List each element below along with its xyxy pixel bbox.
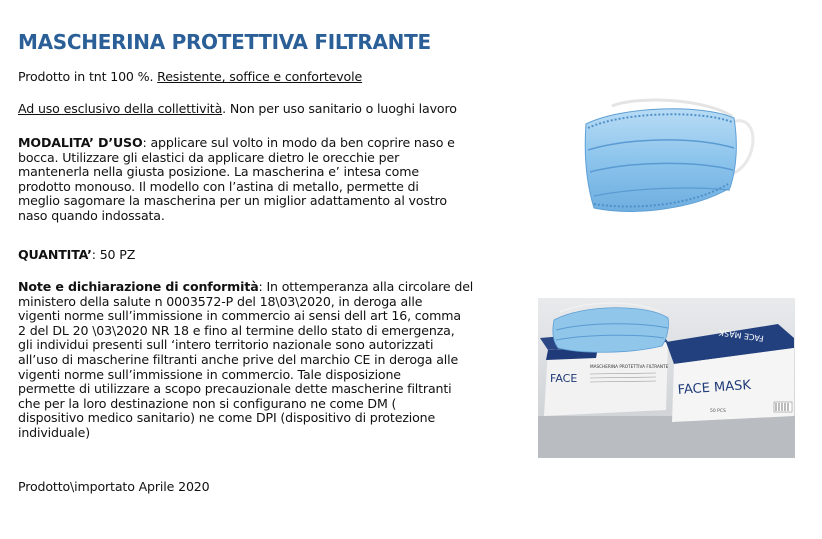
- mask-body: [585, 109, 736, 212]
- conformity-line: che per la loro destinazione non si configurano ne come DM (: [18, 395, 397, 411]
- conformity-line: dispositivo medico sanitario) ne come DPI (dispositivo di protezione: [18, 410, 436, 426]
- conformity-line: vigenti norme sull’immissione in commercio ai sensi dell art 16, comma: [18, 308, 461, 324]
- usage-line: meglio sagomare la mascherina per un miglior adattamento al vostro: [18, 193, 447, 209]
- conformity-line: ministero della salute n 0003572-P del 18\03\2020, in deroga alle: [18, 293, 423, 309]
- conformity-notes: [18, 280, 523, 441]
- box-right-top-label: FACE MASK: [718, 327, 765, 343]
- product-description: [18, 70, 362, 85]
- mask-boxes-photo: [538, 298, 795, 458]
- usage-line: mantenerla nella giusta posizione. La mascherina e’ intesa come: [18, 164, 419, 180]
- box-right-pcs: 50 PCS: [710, 409, 726, 414]
- conformity-line: all’uso di mascherine filtranti anche prive del marchio CE in deroga alle: [18, 351, 459, 367]
- conformity-line: vigenti norme sull’immissione in commercio. Tale disposizione: [18, 366, 401, 382]
- box-left-label: FACE: [550, 372, 578, 385]
- conformity-line: individuale): [18, 424, 90, 440]
- page-title: MASCHERINA PROTETTIVA FILTRANTE: [18, 30, 431, 54]
- box-left-header: MASCHERINA PROTETTIVA FILTRANTE: [590, 364, 669, 369]
- usage-exclusive: Ad uso esclusivo della collettività: [18, 101, 223, 116]
- usage-line: prodotto monouso. Il modello con l’astina di metallo, permette di: [18, 178, 419, 194]
- conformity-label: Note e dichiarazione di conformità: [18, 279, 259, 294]
- conformity-line: : In ottemperanza alla circolare del: [258, 279, 474, 294]
- quantity: [18, 248, 135, 263]
- usage-line: naso quando indossata.: [18, 207, 165, 223]
- conformity-line: gli individui presenti sull ‘intero territorio nazionale sono autorizzati: [18, 337, 434, 353]
- quantity-label: QUANTITA’: [18, 247, 92, 262]
- box-right-label: FACE MASK: [677, 377, 752, 398]
- usage-label: MODALITA’ D’USO: [18, 135, 143, 150]
- usage-line: bocca. Utilizzare gli elastici da applicare dietro le orecchie per: [18, 149, 400, 165]
- usage-line: : applicare sul volto in modo da ben coprire naso e: [142, 135, 455, 150]
- conformity-line: 2 del DL 20 \03\2020 NR 18 e fino al termine dello stato di emergenza,: [18, 322, 455, 338]
- product-prefix: Prodotto in tnt 100 %.: [18, 69, 158, 84]
- usage-rest: . Non per uso sanitario o luoghi lavoro: [222, 101, 457, 116]
- conformity-line: permette di utilizzare a scopo precauzionale dette mascherine filtranti: [18, 381, 452, 397]
- usage-instructions: [18, 136, 518, 224]
- usage-note: [18, 102, 457, 117]
- quantity-value: : 50 PZ: [91, 247, 136, 262]
- product-features: Resistente, soffice e confortevole: [157, 69, 363, 84]
- mask-product-image: [582, 92, 760, 222]
- import-date: Prodotto\importato Aprile 2020: [18, 479, 210, 494]
